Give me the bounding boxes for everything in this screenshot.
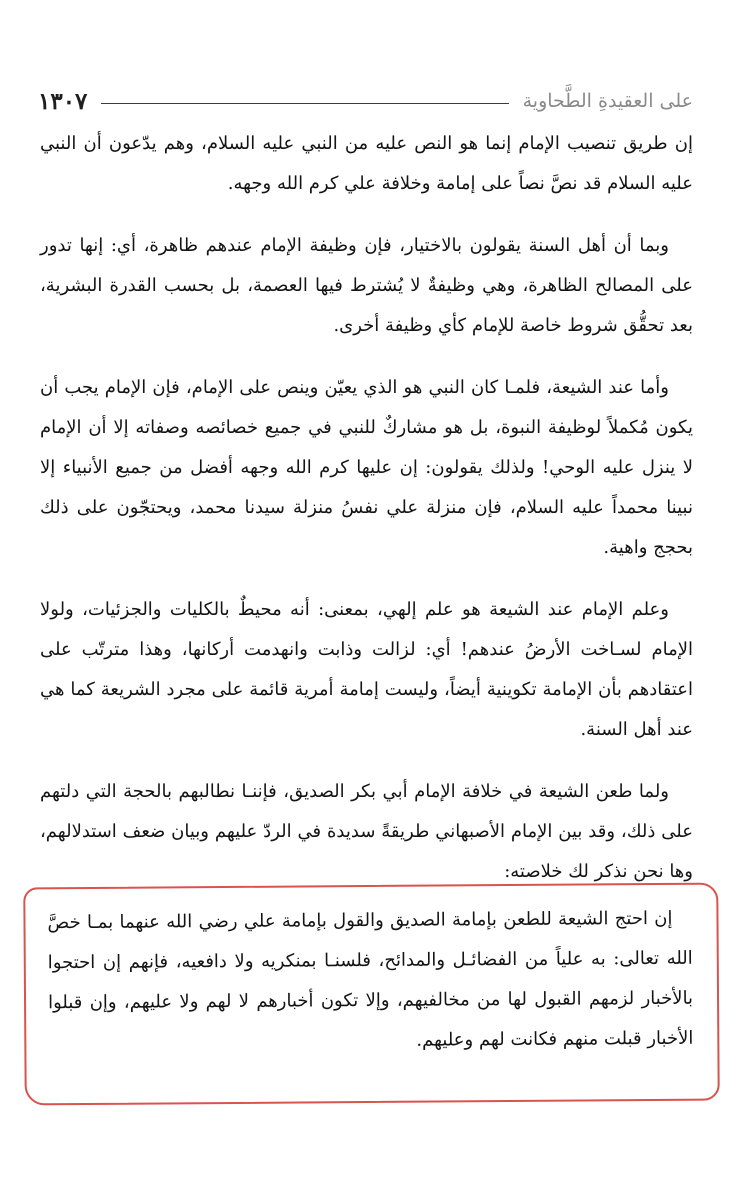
quote-text: إن احتج الشيعة للطعن بإمامة الصديق والقول بإمامة علي رضي الله عنهما بمـا خصَّ الله تعالى: به علياً من الفضائـل والمدائح، فلسنـا بمنكريه ولا دافعيه، فإنهم إن احتجوا بالأخبار لزمهم القبول لها من مخالفيهم، وإلا تكون أخبارهم لا لهم ولا عليهم، وإن قبلوا الأخبار قبلت منهم فكانت لهم وعليهم. — [47, 907, 694, 1051]
header-rule — [101, 103, 508, 104]
paragraph-1: إن طريق تنصيب الإمام إنما هو النص عليه من النبي عليه السلام، وهم يدّعون أن النبي عليه السلام قد نصَّ نصاً على إمامة وخلافة علي كرم الله وجهه. — [40, 133, 693, 194]
page-body — [40, 124, 693, 914]
page-header — [38, 84, 693, 118]
paragraph-3: وأما عند الشيعة، فلمـا كان النبي هو الذي يعيّن وينص على الإمام، فإن الإمام يجب أن يكون مُكملاً لوظيفة النبوة، بل هو مشاركٌ للنبي في جميع خصائصه وصفاته إلا أن الإمام لا ينزل عليه الوحي! ولذلك يقولون: إن عليها كرم الله وجهه أفضل من جميع الأنبياء إلا نبينا محمداً عليه السلام، فإن منزلة علي نفسُ منزلة سيدنا محمد، ويحتجّون على ذلك بحجج واهية. — [40, 377, 693, 558]
paragraph-4: وعلم الإمام عند الشيعة هو علم إلهي، بمعنى: أنه محيطٌ بالكليات والجزئيات، ولولا الإمام لسـاخت الأرضُ عندهم! أي: لزالت وذابت وانهدمت أركانها، وهذا مترتّب على اعتقادهم بأن الإمامة تكوينية أيضاً، وليست إمامة أمرية قائمة على مجرد الشريعة كما هي عند أهل السنة. — [40, 599, 693, 740]
page-number: ١٣٠٧ — [38, 87, 88, 115]
paragraph-5: ولما طعن الشيعة في خلافة الإمام أبي بكر الصديق، فإننـا نطالبهم بالحجة التي دلتهم على ذلك، وقد بين الإمام الأصبهاني طريقةً سديدة في الردّ عليهم وبيان ضعف استدلالهم، وها نحن نذكر لك خلاصته: — [40, 781, 693, 882]
paragraph-2: وبما أن أهل السنة يقولون بالاختيار، فإن وظيفة الإمام عندهم ظاهرة، أي: إنها تدور على المصالح الظاهرة، وهي وظيفةٌ لا يُشترط فيها العصمة، بل بحسب القدرة البشرية، بعد تحقُّق شروط خاصة للإمام كأي وظيفة أخرى. — [40, 235, 693, 336]
highlighted-quote-box — [23, 883, 720, 1106]
running-head: على العقيدةِ الطَّحاوية — [522, 90, 693, 112]
